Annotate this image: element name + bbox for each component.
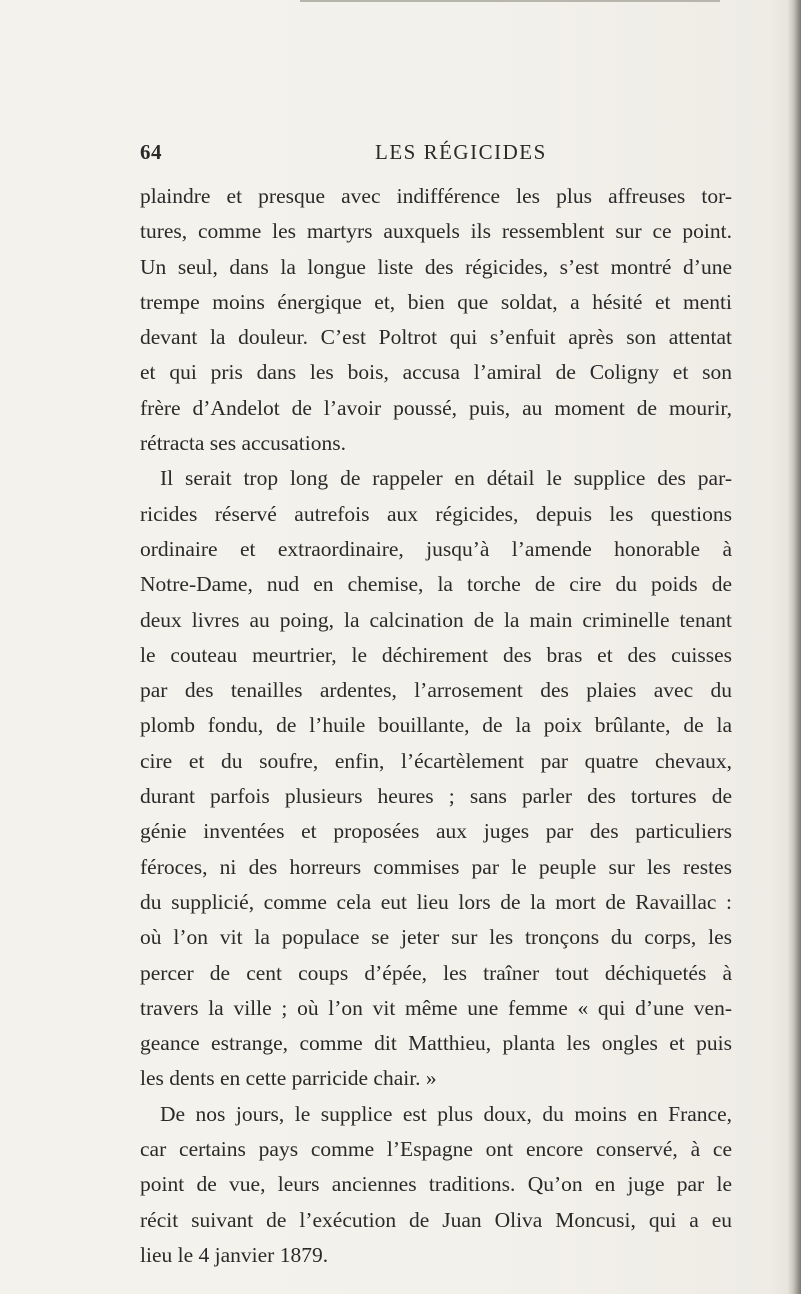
text-line: deux livres au poing, la calcination de la main criminelle tenant [140, 607, 732, 632]
text-line: et qui pris dans les bois, accusa l’amiral de Coligny et son [140, 360, 732, 385]
text-line: tures, comme les martyrs auxquels ils ressemblent sur ce point. [140, 219, 732, 244]
text-line: les dents en cette parricide chair. » [140, 1066, 437, 1091]
text-line: De nos jours, le supplice est plus doux, du moins en France, [160, 1101, 732, 1126]
text-line: lieu le 4 janvier 1879. [140, 1242, 329, 1267]
text-line: devant la douleur. C’est Poltrot qui s’enfuit après son attentat [140, 325, 732, 350]
text-line: frère d’Andelot de l’avoir poussé, puis, au moment de mourir, [140, 395, 732, 420]
text-line: percer de cent coups d’épée, les traîner tout déchiquetés à [140, 960, 732, 985]
text-line: Notre-Dame, nud en chemise, la torche de cire du poids de [140, 572, 732, 597]
text-line: ricides réservé autrefois aux régicides, depuis les questions [140, 501, 732, 526]
text-line: rétracta ses accusations. [140, 431, 346, 456]
text-line: par des tenailles ardentes, l’arrosement des plaies avec du [140, 678, 732, 703]
text-line: récit suivant de l’exécution de Juan Oliva Moncusi, qui a eu [140, 1207, 732, 1232]
text-line: car certains pays comme l’Espagne ont encore conservé, à ce [140, 1137, 732, 1162]
text-line: durant parfois plusieurs heures ; sans parler des tortures de [140, 784, 732, 809]
text-line: génie inventées et proposées aux juges par des particuliers [140, 819, 732, 844]
body-text [140, 179, 732, 1273]
text-line: travers la ville ; où l’on vit même une femme « qui d’une ven- [140, 995, 732, 1020]
text-line: où l’on vit la populace se jeter sur les tronçons du corps, les [140, 925, 732, 950]
text-line: Un seul, dans la longue liste des régicides, s’est montré d’une [140, 254, 732, 279]
running-title: LES RÉGICIDES [375, 140, 547, 164]
text-line: point de vue, leurs anciennes traditions. Qu’on en juge par le [140, 1172, 732, 1197]
text-line: féroces, ni des horreurs commises par le peuple sur les restes [140, 854, 732, 879]
text-line: trempe moins énergique et, bien que soldat, a hésité et menti [140, 289, 732, 314]
text-line: plomb fondu, de l’huile bouillante, de la poix brûlante, de la [140, 713, 732, 738]
page-number: 64 [140, 140, 162, 164]
page-header [140, 140, 740, 170]
text-line: plaindre et presque avec indifférence les plus affreuses tor- [140, 184, 732, 208]
top-edge-shadow [300, 0, 720, 2]
text-line: geance estrange, comme dit Matthieu, planta les ongles et puis [140, 1031, 732, 1056]
page-edge-shadow [787, 0, 801, 1294]
text-line: Il serait trop long de rappeler en détail le supplice des par- [160, 466, 732, 491]
text-line: le couteau meurtrier, le déchirement des bras et des cuisses [140, 642, 732, 667]
text-line: ordinaire et extraordinaire, jusqu’à l’amende honorable à [140, 536, 732, 561]
text-line: du supplicié, comme cela eut lieu lors de la mort de Ravaillac : [140, 889, 732, 914]
text-line: cire et du soufre, enfin, l’écartèlement par quatre chevaux, [140, 748, 732, 773]
